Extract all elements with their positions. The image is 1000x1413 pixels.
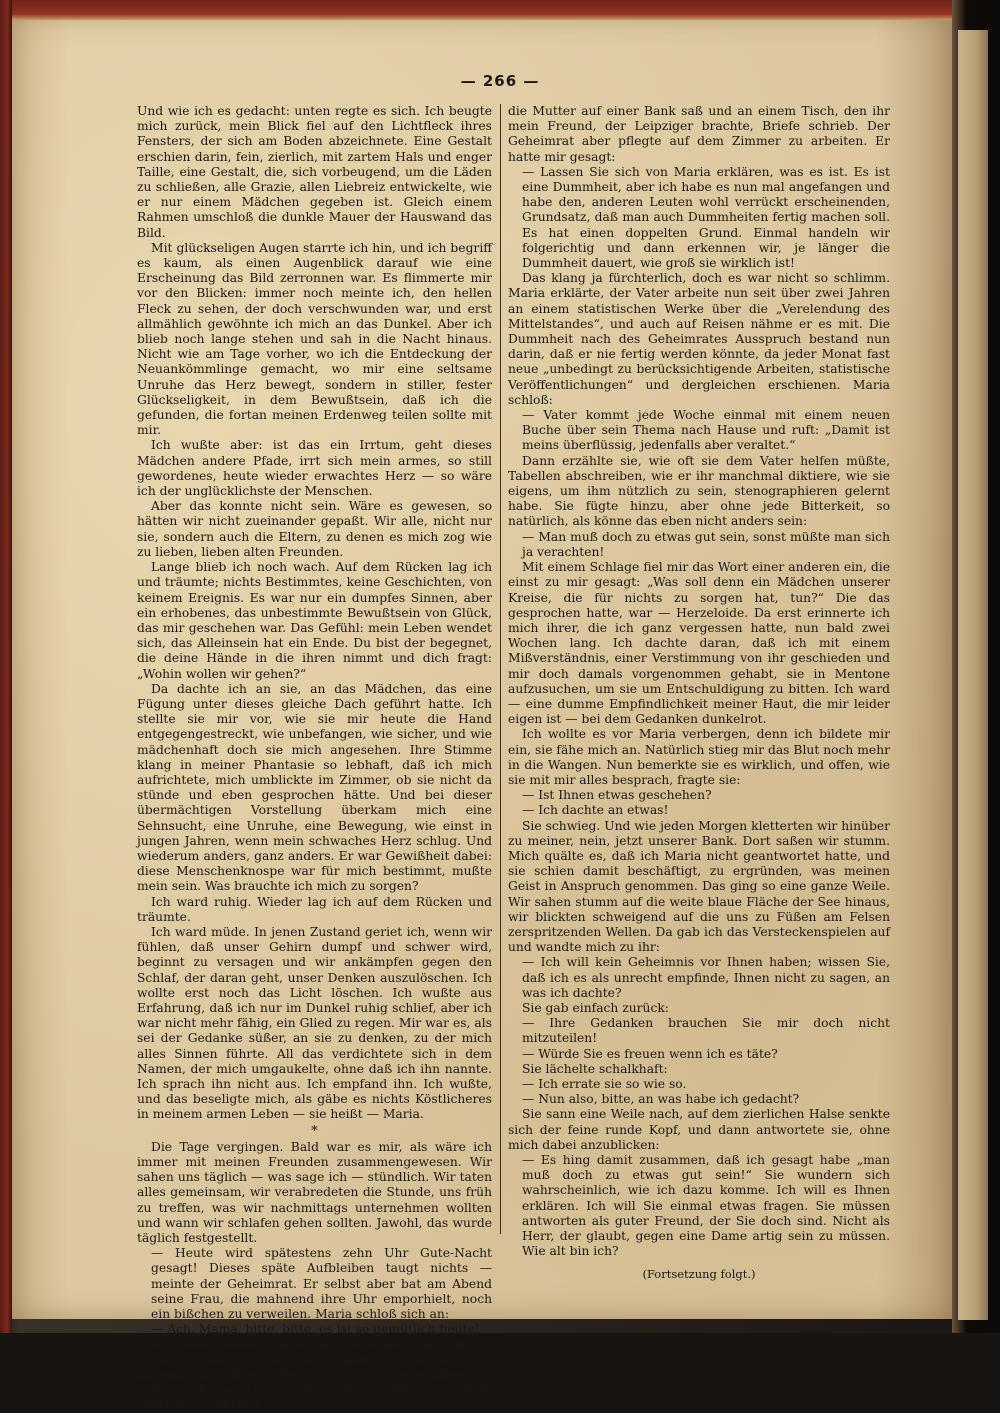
paragraph: Sie gab einfach zurück: xyxy=(522,1000,669,1015)
paragraph: Sie sann eine Weile nach, auf dem zierlichen Halse senkte sich der feine runde Kopf, und dann antwortete sie, ohne mich dabei anzublicken: xyxy=(508,1107,890,1152)
dialogue-line: — Heute wird spätestens zehn Uhr Gute-Nacht gesagt! Dieses späte Aufbleiben taugt nichts — meinte der Geheimrat. Er selbst aber bat am Abend seine Frau, die mahnend ihre Uhr emporhielt, noch ein bißchen zu verweilen. Maria schloß sich an: xyxy=(151,1246,492,1322)
paragraph: Sie lächelte schalkhaft: xyxy=(522,1061,668,1076)
book-spine xyxy=(0,0,12,1333)
dialogue-line: — Es hing damit zusammen, daß ich gesagt habe „man muß doch zu etwas gut sein!“ Sie wundern sich wahrscheinlich, wie ich dazu komme. Ich will es Ihnen erklären. Ich will Sie einmal etwas fragen. Sie müssen antworten als guter Freund, der Sie doch sind. Nicht als Herr, der glaubt, gegen eine Dame artig sein zu müssen. Wie alt bin ich? xyxy=(522,1153,890,1259)
dialogue-line: — Ach, Mama, bitte, bitte, es ist so gemütlich heute! xyxy=(151,1322,480,1337)
paragraph: Ich wußte aber: ist das ein Irrtum, geht dieses Mädchen andere Pfade, irrt sich mein armes, so still gewordenes, heute wieder erwachtes Herz — so wäre ich der unglücklichste der Menschen. xyxy=(137,438,492,499)
dialogue-line: — Ich errate sie so wie so. xyxy=(522,1077,687,1091)
dialogue-line: — Würde Sie es freuen wenn ich es täte? xyxy=(522,1046,778,1061)
continuation-note: (Fortsetzung folgt.) xyxy=(642,1267,756,1282)
next-page-edge xyxy=(958,30,988,1320)
dialogue-line: — Ich will kein Geheimnis vor Ihnen haben; wissen Sie, daß ich es als unrecht empfinde, Ihnen nicht zu sagen, an was ich dachte? xyxy=(522,955,890,1000)
dialogue-line: — Man muß doch zu etwas gut sein, sonst müßte man sich ja verachten! xyxy=(522,529,890,559)
paragraph: Das klang ja fürchterlich, doch es war nicht so schlimm. Maria erklärte, der Vater arbeite nun seit über zwei Jahren an einem statistischen Werke über die „Verelendung des Mittelstandes“, und auch auf Reisen nähme er es mit. Die Dummheit nach des Geheimrates Ausspruch bestand nun darin, daß er nie fertig werden könnte, da jeder Monat fast neue „unbedingt zu berücksichtigende Arbeiten, statistische Veröffentlichungen“ und dergleichen erschienen. Maria schloß: xyxy=(508,271,890,407)
section-divider-asterisk: * xyxy=(311,1123,318,1139)
page-number: — 266 — xyxy=(460,72,540,90)
dialogue-line: — Lassen Sie sich von Maria erklären, was es ist. Es ist eine Dummheit, aber ich habe es nun mal angefangen und habe den, anderen Leuten wohl verrückt erscheinenden, Grundsatz, daß man auch Dummheiten fertig machen soll. Es hat einen doppelten Grund. Einmal handeln wir folgerichtig und dann erkennen wir, je länger die Dummheit dauert, wie groß sie wirklich ist! xyxy=(522,164,890,271)
paragraph: die Mutter auf einer Bank saß und an einem Tisch, den ihr mein Freund, der Leipziger brachte, Briefe schrieb. Der Geheimrat aber pflegte auf dem Zimmer zu arbeiten. Er hatte mir gesagt: xyxy=(508,104,890,164)
paragraph: An diesem Abend war es fast Mitternacht als wir uns trennten. Als ich Abschied nahm, konnte ich den Augenblick nicht erwarten, bis wir uns wiedersähen am andern Morgen. Dann ging ich mit Maria im Park spazieren, während xyxy=(137,1337,492,1413)
paragraph: Und wie ich es gedacht: unten regte es sich. Ich beugte mich zurück, mein Blick fiel auf den Lichtfleck ihres Fensters, der sich am Boden abzeichnete. Eine Gestalt erschien darin, fein, zierlich, mit zartem Hals und enger Taille, eine Gestalt, die, sich vorbeugend, um die Läden zu schließen, alle Grazie, allen Liebreiz entwickelte, wie er nur einem Mädchen gegeben ist. Gleich einem Rahmen umschloß die dunkle Mauer der Hauswand das Bild. xyxy=(137,104,492,240)
paragraph: Ich ward müde. In jenen Zustand geriet ich, wenn wir fühlen, daß unser Gehirn dumpf und schwer wird, beginnt zu versagen und wir ankämpfen gegen den Schlaf, der daran geht, unser Denken auszulöschen. Ich wollte erst noch das Licht löschen. Ich wußte aus Erfahrung, daß ich nur im Dunkel ruhig schlief, aber ich war nicht mehr fähig, ein Glied zu regen. Mir war es, als sei der Gedanke süßer, an sie zu denken, zu der mich alles Sinnen führte. All das verdichtete sich in dem Namen, der mich umgaukelte, ohne daß ich ihn nannte. Ich sprach ihn nicht aus. Ich empfand ihn. Ich wußte, und das beseligte mich, als gäbe es nichts Köstlicheres in meinem armen Leben — sie heißt — Maria. xyxy=(137,924,492,1122)
paragraph: Sie schwieg. Und wie jeden Morgen kletterten wir hinüber zu meiner, nein, jetzt unserer Bank. Dort saßen wir stumm. Mich quälte es, daß ich Maria nicht geantwortet hatte, und sie schien damit beschäftigt, zu ergründen, was meinen Geist in Anspruch genommen. Das ging so eine ganze Weile. Wir sahen stumm auf die weite blaue Fläche der See hinaus, wir blickten schweigend auf die uns zu Füßen am Felsen zerspritzenden Wellen. Da gab ich das Versteckenspielen auf und wandte mich zu ihr: xyxy=(508,818,890,955)
text-column-right xyxy=(508,104,890,1282)
dialogue-line: — Ihre Gedanken brauchen Sie mir doch nicht mitzuteilen! xyxy=(522,1016,890,1046)
paragraph: Ich wollte es vor Maria verbergen, denn ich bildete mir ein, sie fähe mich an. Natürlich stieg mir das Blut noch mehr in die Wangen. Nun bemerkte sie es wirklich, und offen, wie sie mit mir alles besprach, fragte sie: xyxy=(508,727,890,787)
dialogue-line: — Vater kommt jede Woche einmal mit einem neuen Buche über sein Thema nach Hause und ruft: „Damit ist meins überflüssig, jedenfalls aber veraltet.“ xyxy=(522,408,890,453)
page-top-edge xyxy=(12,0,952,20)
dialogue-line: — Ich dachte an etwas! xyxy=(522,803,669,818)
dialogue-line: — Nun also, bitte, an was habe ich gedacht? xyxy=(522,1092,800,1107)
paragraph: Mit einem Schlage fiel mir das Wort einer anderen ein, die einst zu mir gesagt: „Was soll denn ein Mädchen unserer Kreise, die für nichts zu sorgen hat, tun?“ Die das gesprochen hatte, war — Herzeloide. Da erst erinnerte ich mich ihrer, die ich ganz vergessen hatte, nun bald zwei Wochen lang. Ich dachte daran, daß ich mit einem Mißverständnis, einer Verstimmung von ihr geschieden und mir doch damals vorgenommen gehabt, sie in Mentone aufzusuchen, um sie um Entschuldigung zu bitten. Ich ward — eine dumme Empfindlichkeit meiner Haut, die mir leider eigen ist — bei dem Gedanken dunkelrot. xyxy=(508,560,890,727)
paragraph: Da dachte ich an sie, an das Mädchen, das eine Fügung unter dieses gleiche Dach geführt hatte. Ich stellte sie mir vor, wie sie mir heute die Hand entgegengestreckt, wie unbefangen, wie sicher, und wie mädchenhaft doch sie mich angesehen. Ihre Stimme klang in meiner Phantasie so lebhaft, daß ich mich aufrichtete, mich umblickte im Zimmer, ob sie nicht da stünde und eben gesprochen hätte. Und bei dieser übermächtigen Vorstellung überkam mich eine Sehnsucht, eine Unruhe, eine Bewegung, wie einst in jungen Jahren, wenn mein schwaches Herz schlug. Und wiederum anders, ganz anders. Er war Gewißheit dabei: diese Menschenknospe war für mich bestimmt, mußte mein sein. Was brauchte ich mich zu sorgen? xyxy=(137,681,492,894)
paragraph: Aber das konnte nicht sein. Wäre es gewesen, so hätten wir nicht zueinander gepaßt. Wir alle, nicht nur sie, sondern auch die Eltern, zu denen es mich zog wie zu lieben, lieben alten Freunden. xyxy=(137,499,492,559)
paragraph: Ich ward ruhig. Wieder lag ich auf dem Rücken und träumte. xyxy=(137,894,492,924)
paragraph: Dann erzählte sie, wie oft sie dem Vater helfen müßte, Tabellen abschreiben, wie er ihr manchmal diktiere, wie sie eigens, um ihm nützlich zu sein, stenographieren gelernt habe. Sie fügte hinzu, aber ohne jede Bitterkeit, so natürlich, als könne das eben nicht anders sein: xyxy=(508,453,890,529)
column-rule xyxy=(500,104,501,1234)
paragraph: Die Tage vergingen. Bald war es mir, als wäre ich immer mit meinen Freunden zusammengewesen. Wir sahen uns täglich — was sage ich — stündlich. Wir taten alles gemeinsam, wir verabredeten die Stunde, uns früh zu treffen, was wir nachmittags unternehmen wollten und wann wir schlafen gehen sollten. Jawohl, das wurde täglich festgestellt. xyxy=(137,1139,492,1246)
paragraph: Mit glückseligen Augen starrte ich hin, und ich begriff es kaum, als einen Augenblick darauf wie eine Erscheinung das Bild zerronnen war. Es flimmerte mir vor den Blicken: immer noch meinte ich, den hellen Fleck zu sehen, der doch verschwunden war, und erst allmählich gewöhnte ich mich an das Dunkel. Aber ich blieb noch lange stehen und sah in die Nacht hinaus. Nicht wie am Tage vorher, wo ich die Entdeckung der Neuankömmlinge gemacht, wo mir eine seltsame Unruhe das Herz bewegt, sondern in stiller, fester Glückseligkeit, in dem Bewußtsein, daß ich die gefunden, die fortan meinen Erdenweg teilen sollte mit mir. xyxy=(137,240,492,438)
text-column-left xyxy=(137,104,492,1413)
dialogue-line: — Ist Ihnen etwas geschehen? xyxy=(522,788,712,803)
paragraph: Lange blieb ich noch wach. Auf dem Rücken lag ich und träumte; nichts Bestimmtes, keine Geschichten, von keinem Ereignis. Es war nur ein dumpfes Sinnen, aber ein erhobenes, das unbestimmte Bewußtsein von Glück, das mir geschehen war. Das Gefühl: mein Leben wendet sich, das Alleinsein hat ein Ende. Du bist der begegnet, die deine Hände in die ihren nimmt und dich fragt: „Wohin wollen wir gehen?“ xyxy=(137,560,492,681)
